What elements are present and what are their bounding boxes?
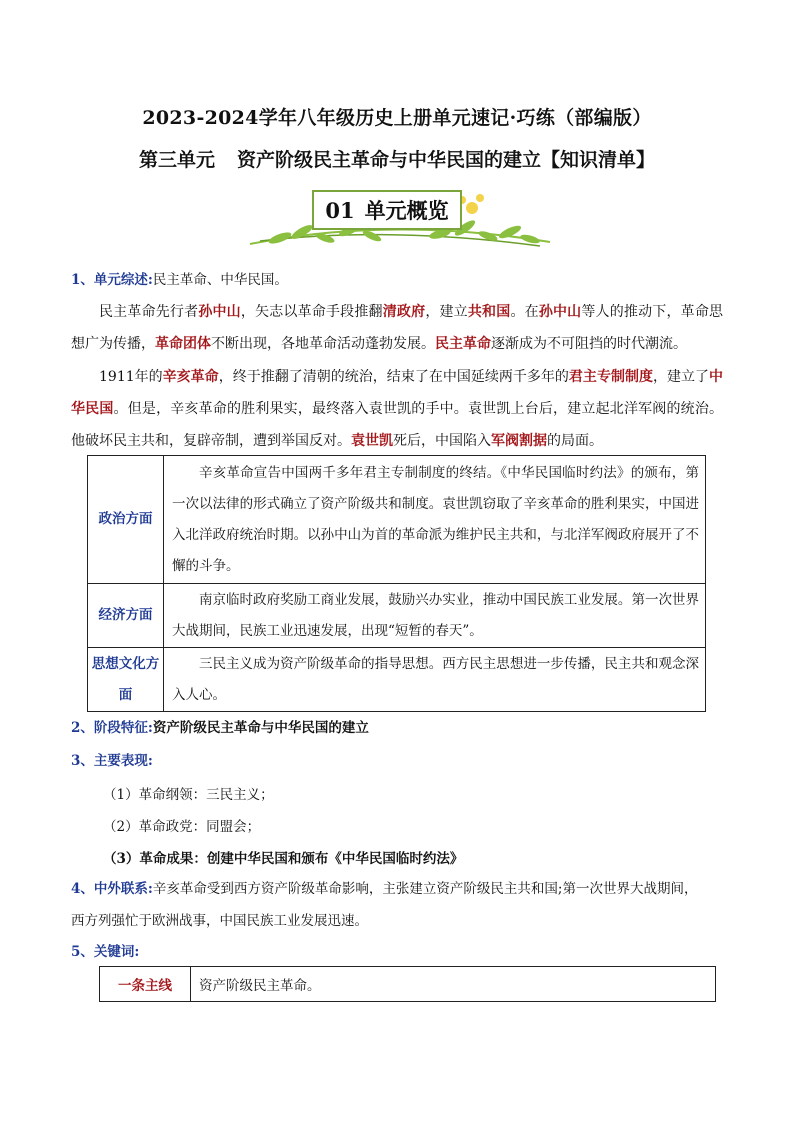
keyword-key: 一条主线 <box>100 967 191 1001</box>
row-head: 思想文化方面 <box>88 648 164 712</box>
p2-keyword: 君主专制制度 <box>568 369 653 385</box>
banner-label-box <box>312 190 462 230</box>
table-row <box>88 584 706 648</box>
section-4-label: 4、中外联系: <box>71 881 153 897</box>
document-title: 2023-2024学年八年级历史上册单元速记·巧练（部编版） <box>142 107 652 129</box>
section-5-label: 5、关键词: <box>71 944 140 960</box>
section-4-heading <box>71 879 731 899</box>
section-3-heading <box>71 751 153 771</box>
row-content: 南京临时政府奖励工商业发展，鼓励兴办实业，推动中国民族工业发展。第一次世界大战期间，民族工业迅速发展，出现“短暂的春天”。 <box>164 584 706 648</box>
p1-keyword: 共和国 <box>467 304 511 320</box>
p1-text: 。在 <box>510 304 539 320</box>
unit-topic: 资产阶级民主革命与中华民国的建立【知识清单】 <box>237 149 656 171</box>
p2-keyword: 袁世凯 <box>351 433 393 449</box>
p1-text: 不断出现，各地革命活动蓬勃发展。 <box>211 336 435 352</box>
p1-text: ，矢志以革命手段推翻 <box>240 304 383 320</box>
keyword-value: 资产阶级民主革命。 <box>199 978 321 994</box>
aspects-table <box>87 455 706 712</box>
row-content: 三民主义成为资产阶级革命的指导思想。西方民主思想进一步传播，民主共和观念深入人心。 <box>164 648 706 712</box>
banner-number: 01 <box>325 197 355 223</box>
p2-keyword: 辛亥革命 <box>162 369 219 385</box>
section-banner <box>240 186 560 256</box>
unit-label: 第三单元 <box>138 149 215 171</box>
overview-paragraph-2 <box>71 361 723 457</box>
section-2-label: 2、阶段特征: <box>71 720 153 736</box>
section-1-label: 1、单元综述: <box>71 272 153 288</box>
overview-paragraph-1 <box>71 296 723 360</box>
p1-text: ，建立 <box>425 304 468 320</box>
section-3-label: 3、主要表现: <box>71 753 153 769</box>
section-1-text: 民主革命、中华民国。 <box>152 272 288 288</box>
p2-keyword: 中华民国 <box>71 369 724 417</box>
keyword-table <box>99 966 716 1002</box>
table-row <box>88 648 706 712</box>
p1-keyword: 清政府 <box>382 304 426 320</box>
p1-keyword: 革命团体 <box>155 336 211 352</box>
table-row <box>88 456 706 584</box>
section-4-text: 辛亥革命受到西方资产阶级革命影响，主张建立资产阶级民主共和国;第一次世界大战期间， <box>152 881 698 897</box>
row-content: 辛亥革命宣告中国两千多年君主专制制度的终结。《中华民国临时约法》的颁布，第一次以法律的形式确立了资产阶级共和制度。袁世凯窃取了辛亥革命的胜利果实，中国进入北洋政府统治时期。以孙中山为首的革命派为维护民主共和，与北洋军阀政府展开了不懈的斗争。 <box>164 456 706 584</box>
row-head: 政治方面 <box>88 456 164 584</box>
p2-text: ，建立了 <box>652 369 710 385</box>
p2-text: 1911年的 <box>99 369 163 385</box>
p2-text: 死后，中国陷入 <box>393 433 491 449</box>
section-1-heading <box>71 270 288 290</box>
section-2-heading <box>71 718 369 738</box>
p2-text: 。但是，辛亥革命的胜利果实，最终落入袁世凯的手中。袁世凯上台后，建立起北洋军阀的统治。他破坏民主共和，复辟帝制，遭到举国反对。 <box>71 401 724 449</box>
document-subtitle <box>0 145 794 172</box>
p1-keyword: 民主革命 <box>435 336 491 352</box>
p1-keyword: 孙中山 <box>538 304 582 320</box>
section-5-heading <box>71 942 139 962</box>
p1-text: 等人的推动下，革命思想广为传播， <box>71 304 724 352</box>
p2-keyword: 军阀割据 <box>491 433 547 449</box>
section-4-text-cont: 西方列强忙于欧洲战事，中国民族工业发展迅速。 <box>71 913 368 929</box>
p1-text: 民主革命先行者 <box>99 304 199 320</box>
list-item: （2）革命政党：同盟会； <box>103 819 261 835</box>
p1-text: 逐渐成为不可阻挡的时代潮流。 <box>491 336 687 352</box>
row-head: 经济方面 <box>88 584 164 648</box>
list-item: （1）革命纲领：三民主义； <box>103 787 274 803</box>
p1-keyword: 孙中山 <box>198 304 241 320</box>
p2-text: 的局面。 <box>547 433 603 449</box>
section-2-text: 资产阶级民主革命与中华民国的建立 <box>152 720 369 736</box>
list-item: （3）革命成果：创建中华民国和颁布《中华民国临时约法》 <box>103 851 464 867</box>
banner-label: 单元概览 <box>364 198 449 223</box>
p2-text: ，终于推翻了清朝的统治，结束了在中国延续两千多年的 <box>218 369 569 385</box>
